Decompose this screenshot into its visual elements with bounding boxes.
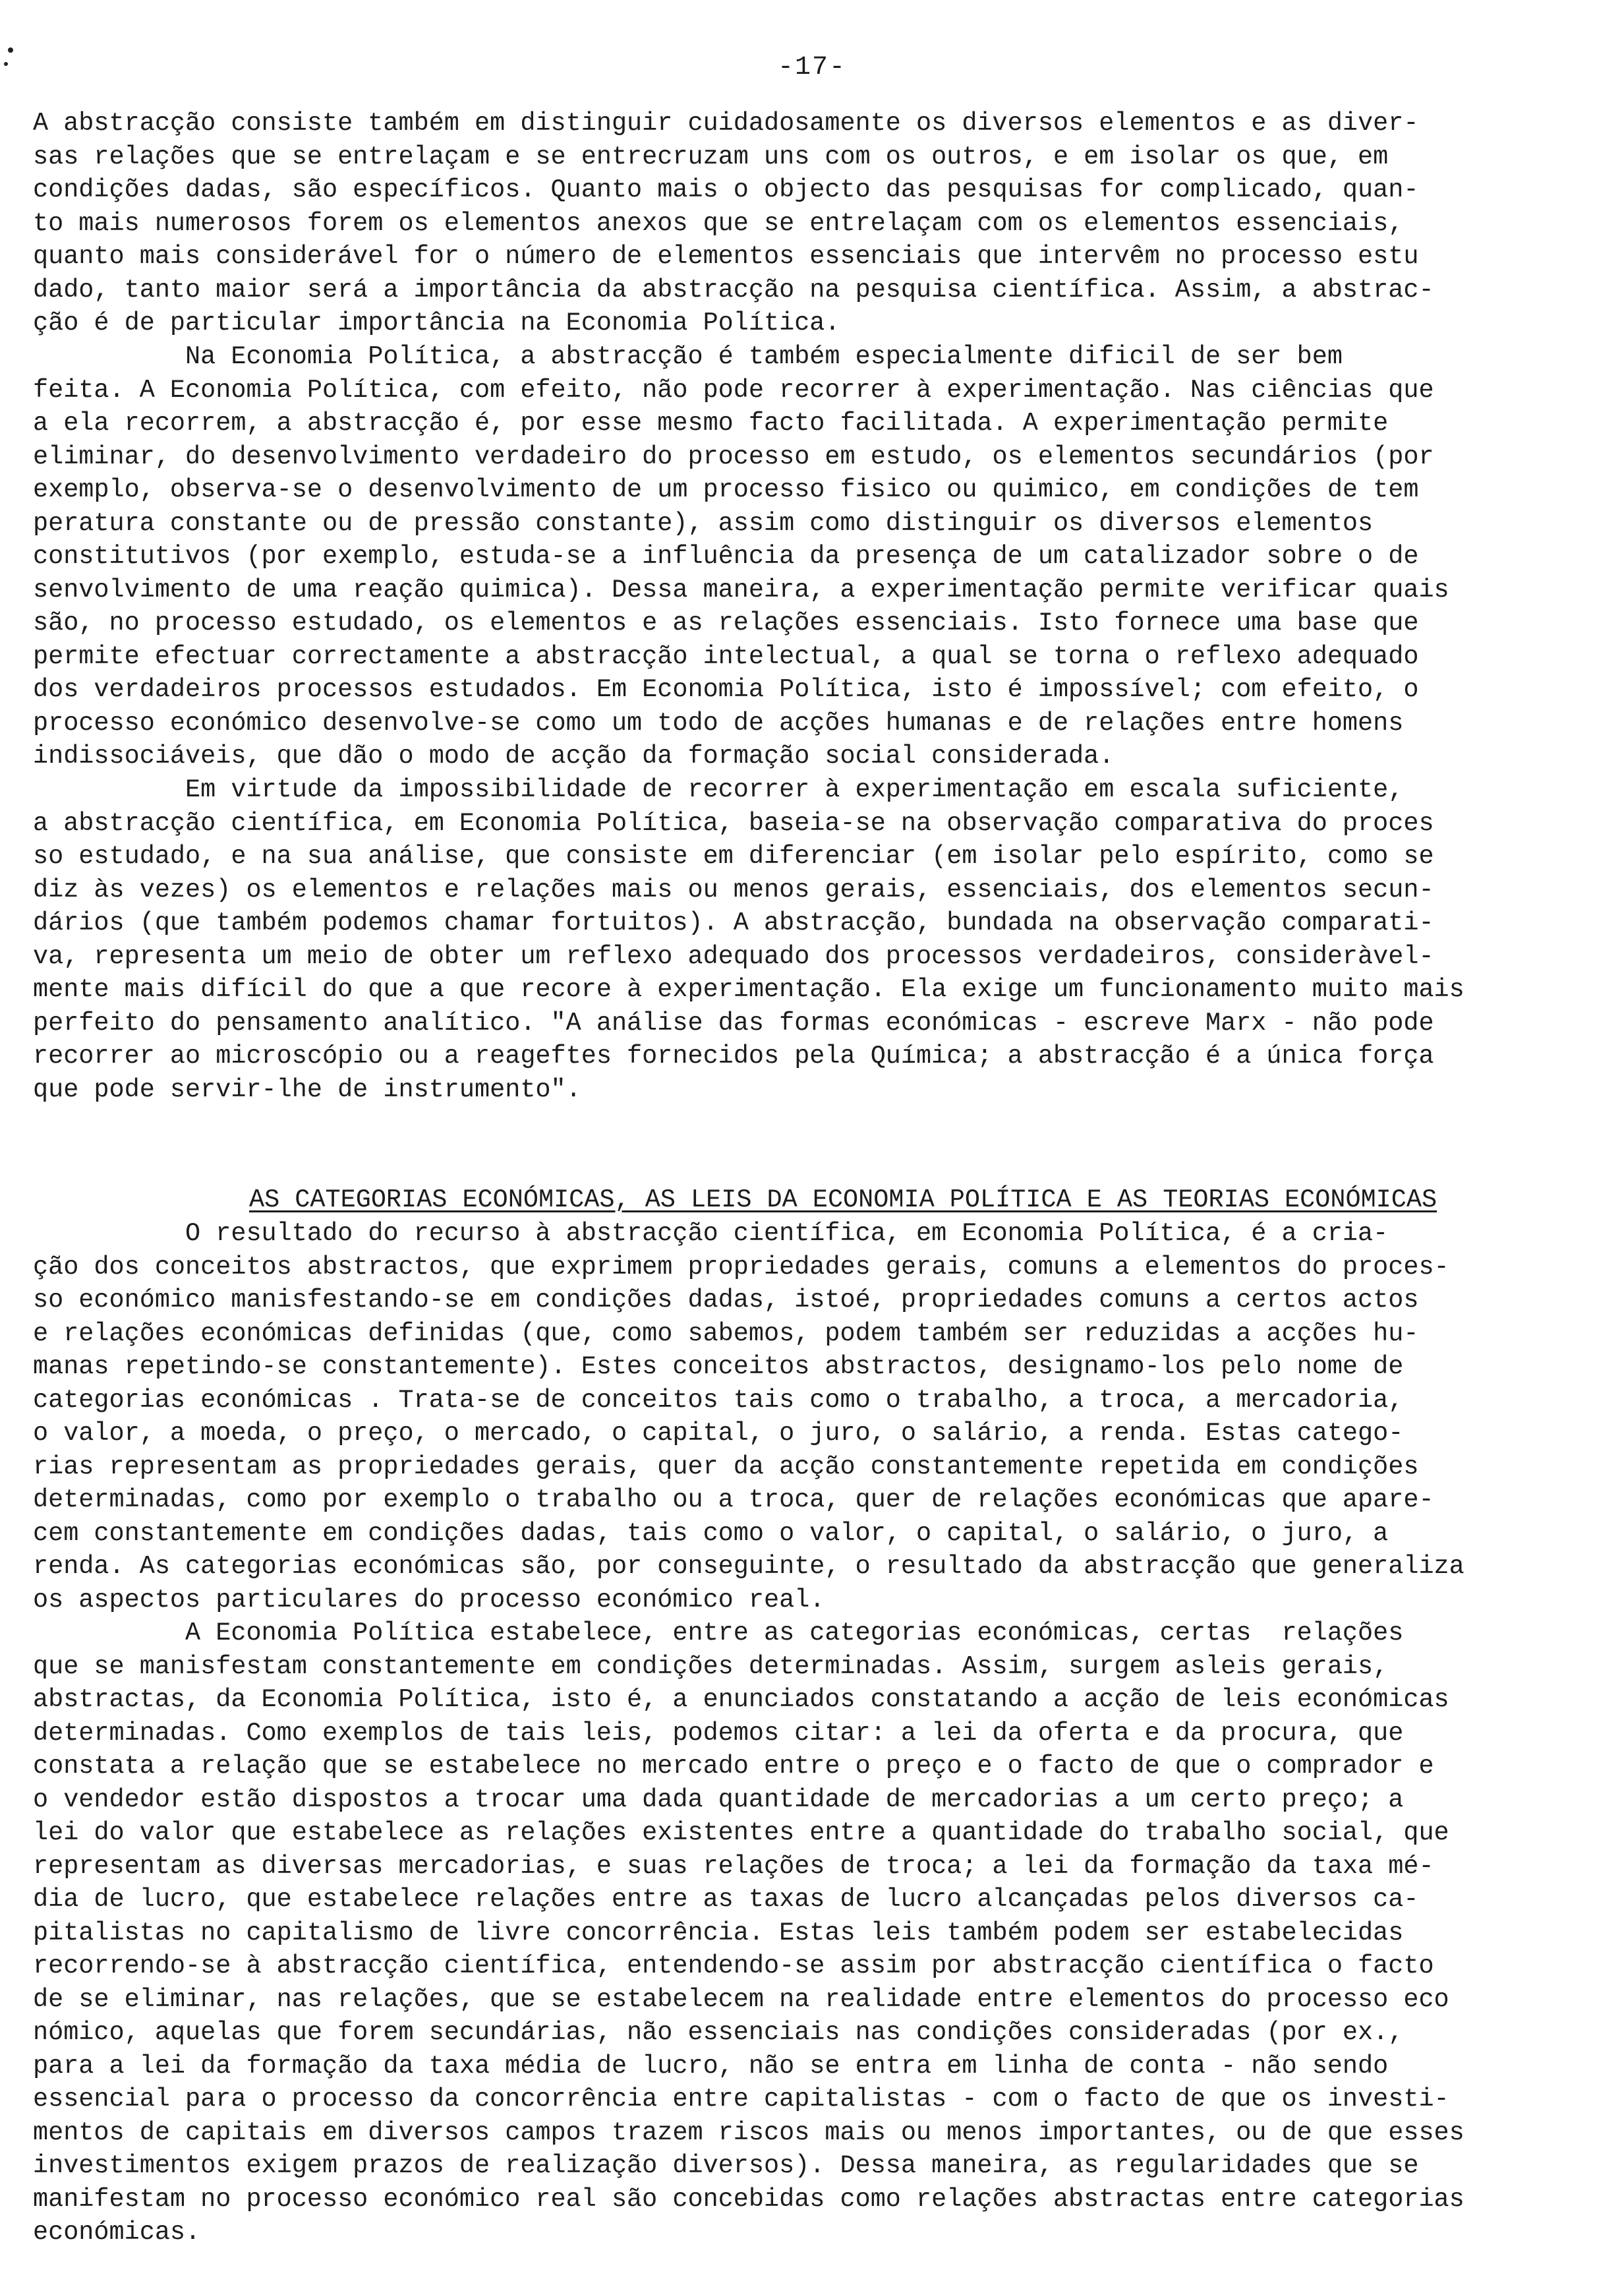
- text-line: determinadas. Como exemplos de tais leis, podemos citar: a lei da oferta e da procura, que: [33, 1718, 1404, 1748]
- text-line: mentos de capitais em diversos campos trazem riscos mais ou menos importantes, ou de que esses: [33, 2118, 1464, 2147]
- text-line: recorrendo-se à abstracção científica, entendendo-se assim por abstracção científica o facto: [33, 1951, 1434, 1980]
- paragraph-abstraction-definition: [33, 107, 1595, 340]
- text-line: dado, tanto maior será a importância da abstracção na pesquisa científica. Assim, a abstrac-: [33, 275, 1434, 305]
- text-line: diz às vezes) os elementos e relações mais ou menos gerais, essenciais, dos elementos secun-: [33, 875, 1434, 905]
- text-line: categorias económicas . Trata-se de conceitos tais como o trabalho, a troca, a mercadoria,: [33, 1385, 1404, 1415]
- text-line: recorrer ao microscópio ou a reageftes fornecidos pela Química; a abstracção é a única força: [33, 1042, 1434, 1071]
- text-line: cem constantemente em condições dadas, tais como o valor, o capital, o salário, o juro, a: [33, 1518, 1389, 1548]
- text-line: a abstracção científica, em Economia Política, baseia-se na observação comparativa do proces: [33, 808, 1434, 838]
- text-line: ção é de particular importância na Economia Política.: [33, 309, 840, 338]
- text-line: processo económico desenvolve-se como um todo de acções humanas e de relações entre homens: [33, 708, 1404, 738]
- text-line: pitalistas no capitalismo de livre concorrência. Estas leis também podem ser estabelecidas: [33, 1918, 1404, 1947]
- text-line: quanto mais considerável for o número de elementos essenciais que intervêm no processo estu: [33, 242, 1419, 271]
- text-line: exemplo, observa-se o desenvolvimento de um processo fisico ou quimico, em condições de tem: [33, 475, 1419, 504]
- text-line: sas relações que se entrelaçam e se entrecruzam uns com os outros, e em isolar os que, em: [33, 142, 1389, 171]
- text-line: nómico, aquelas que forem secundárias, não essenciais nas condições consideradas (por ex.,: [33, 2018, 1404, 2047]
- text-line: to mais numerosos forem os elementos anexos que se entrelaçam com os elementos essenciais,: [33, 208, 1404, 238]
- text-line: ção dos conceitos abstractos, que exprimem propriedades gerais, comuns a elementos do proces-: [33, 1252, 1449, 1282]
- text-line: que se manisfestam constantemente em condições determinadas. Assim, surgem asleis gerais,: [33, 1651, 1389, 1681]
- text-line: feita. A Economia Política, com efeito, não pode recorrer à experimentação. Nas ciências que: [33, 375, 1434, 405]
- text-line: e relações económicas definidas (que, como sabemos, podem também ser reduzidas a acções hu-: [33, 1319, 1419, 1348]
- text-line: renda. As categorias económicas são, por conseguinte, o resultado da abstracção que generaliza: [33, 1552, 1464, 1581]
- text-line: A Economia Política estabelece, entre as categorias económicas, certas relações: [33, 1619, 1404, 1648]
- paragraph-comparative-observation: [33, 773, 1595, 1106]
- text-line: rias representam as propriedades gerais, quer da acção constantemente repetida em condições: [33, 1452, 1419, 1481]
- text-line: so estudado, e na sua análise, que consiste em diferenciar (em isolar pelo espírito, como se: [33, 842, 1434, 871]
- section-heading: AS CATEGORIAS ECONÓMICAS, AS LEIS DA ECONOMIA POLÍTICA E AS TEORIAS ECONÓMICAS: [249, 1185, 1437, 1214]
- text-line: lei do valor que estabelece as relações existentes entre a quantidade do trabalho social, que: [33, 1818, 1449, 1847]
- text-line: os aspectos particulares do processo económico real.: [33, 1585, 825, 1615]
- text-line: que pode servir-lhe de instrumento".: [33, 1075, 581, 1104]
- paragraph-experimentation: [33, 340, 1595, 773]
- text-line: são, no processo estudado, os elementos e as relações essenciais. Isto fornece uma base que: [33, 609, 1419, 638]
- text-line: económicas.: [33, 2218, 201, 2247]
- text-line: essencial para o processo da concorrência entre capitalistas - com o facto de que os investi-: [33, 2085, 1449, 2114]
- text-line: eliminar, do desenvolvimento verdadeiro do processo em estudo, os elementos secundários (por: [33, 442, 1434, 471]
- text-line: A abstracção consiste também em distinguir cuidadosamente os diversos elementos e as diver-: [33, 109, 1419, 138]
- text-line: manas repetindo-se constantemente). Estes conceitos abstractos, designamo-los pelo nome de: [33, 1352, 1404, 1381]
- text-line: senvolvimento de uma reação quimica). Dessa maneira, a experimentação permite verificar quais: [33, 575, 1449, 605]
- text-line: dos verdadeiros processos estudados. Em Economia Política, isto é impossível; com efeito, o: [33, 675, 1419, 704]
- text-line: de se eliminar, nas relações, que se estabelecem na realidade entre elementos do processo eco: [33, 1984, 1449, 2014]
- text-line: manifestam no processo económico real são concebidas como relações abstractas entre categorias: [33, 2184, 1464, 2214]
- text-line: Na Economia Política, a abstracção é também especialmente dificil de ser bem: [33, 342, 1343, 371]
- text-line: para a lei da formação da taxa média de lucro, não se entra em linha de conta - não sendo: [33, 2051, 1389, 2081]
- text-line: condições dadas, são específicos. Quanto mais o objecto das pesquisas for complicado, quan-: [33, 175, 1419, 204]
- page-number: -17-: [778, 53, 847, 82]
- text-line: mente mais difícil do que a que recore à experimentação. Ela exige um funcionamento muito mais: [33, 975, 1464, 1004]
- ink-speck: [8, 47, 13, 53]
- text-line: so económico manisfestando-se em condições dadas, istoé, propriedades comuns a certos actos: [33, 1286, 1419, 1315]
- text-line: va, representa um meio de obter um reflexo adequado dos processos verdadeiros, consideràvel-: [33, 941, 1434, 971]
- text-line: dia de lucro, que estabelece relações entre as taxas de lucro alcançadas pelos diversos ca-: [33, 1885, 1419, 1914]
- text-line: determinadas, como por exemplo o trabalho ou a troca, quer de relações económicas que apare-: [33, 1485, 1434, 1514]
- document-page: [33, 40, 1595, 2268]
- text-line: abstractas, da Economia Política, isto é, a enunciados constatando a acção de leis económicas: [33, 1685, 1449, 1714]
- text-line: perfeito do pensamento analítico. "A análise das formas económicas - escreve Marx - não pode: [33, 1008, 1434, 1038]
- text-line: investimentos exigem prazos de realização diversos). Dessa maneira, as regularidades que se: [33, 2151, 1419, 2180]
- text-line: permite efectuar correctamente a abstracção intelectual, a qual se torna o reflexo adequado: [33, 641, 1419, 671]
- text-line: o vendedor estão dispostos a trocar uma dada quantidade de mercadorias a um certo preço; a: [33, 1785, 1404, 1814]
- text-line: o valor, a moeda, o preço, o mercado, o capital, o juro, o salário, a renda. Estas catego-: [33, 1419, 1404, 1448]
- text-line: peratura constante ou de pressão constante), assim como distinguir os diversos elementos: [33, 508, 1374, 538]
- paragraph-economic-categories: [33, 1217, 1595, 1617]
- text-line: constata a relação que se estabelece no mercado entre o preço e o facto de que o comprador e: [33, 1752, 1434, 1781]
- text-line: a ela recorrem, a abstracção é, por esse mesmo facto facilitada. A experimentação permite: [33, 409, 1389, 438]
- text-line: O resultado do recurso à abstracção científica, em Economia Política, é a cria-: [33, 1219, 1389, 1248]
- text-line: indissociáveis, que dão o modo de acção da formação social considerada.: [33, 742, 1115, 771]
- paragraph-economic-laws: [33, 1617, 1595, 2249]
- text-line: representam as diversas mercadorias, e suas relações de troca; a lei da formação da taxa mé-: [33, 1851, 1434, 1881]
- text-line: Em virtude da impossibilidade de recorrer à experimentação em escala suficiente,: [33, 775, 1404, 804]
- text-line: dários (que também podemos chamar fortuitos). A abstracção, bundada na observação comparati-: [33, 908, 1434, 937]
- text-line: constitutivos (por exemplo, estuda-se a influência da presença de um catalizador sobre o de: [33, 542, 1419, 571]
- ink-speck: [4, 62, 8, 66]
